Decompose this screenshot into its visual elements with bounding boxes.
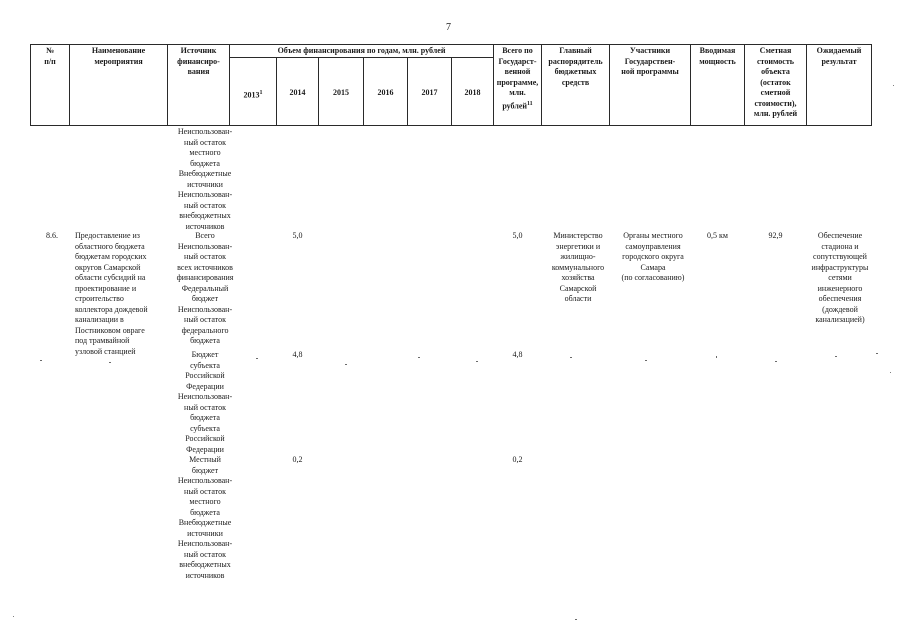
header-name: Наименование мероприятия (91, 46, 146, 66)
header-funding-volume: Объем финансирования по годам, млн. рублей (277, 46, 446, 55)
header-estimated-cost: Сметная стоимость объекта (остаток сметной стоимости), млн. рублей (753, 46, 798, 118)
value-total-region: 4,8 (512, 350, 523, 359)
header-total-note: 11 (527, 100, 533, 107)
header-participants: Участники Государствен- ной программы (621, 46, 679, 76)
header-source: Источник финансиро- вания (177, 46, 220, 76)
value-2014-local: 0,2 (292, 455, 303, 464)
header-year-2013: 2013$^1$ (243, 90, 263, 100)
source-group-total-federal: Всего Неиспользован- ный остаток всех источников финансирования Федеральный бюджет Неиспользован- ный остаток федерального бюджета (176, 231, 234, 345)
header-manager: Главный распорядитель бюджетных средств (548, 46, 603, 87)
page-number: 7 (446, 22, 451, 33)
header-year-2013-note: 1 (259, 90, 263, 96)
header-expected-result: Ожидаемый результат (816, 46, 862, 66)
header-year-2016: 2016 (377, 88, 394, 97)
item-manager: Министерство энергетики и жилищно- коммунального хозяйства Самарской области (551, 231, 605, 303)
source-group-region: Бюджет субъекта Российской Федерации Неиспользован- ный остаток бюджета субъекта Российской Федерации (177, 350, 233, 454)
item-estimated-cost: 92,9 (768, 231, 783, 240)
header-number: № п/п (44, 46, 56, 66)
item-participants: Органы местного самоуправления городского округа Самара (по согласованию) (621, 231, 685, 282)
item-name: Предоставление из областного бюджета бюджетам городских округов Самарской области субсидий на проектирование и строительство коллектора дождевой канализации в Постниковом овраге под трамвайной узловой станцией (75, 231, 148, 356)
value-total-local: 0,2 (512, 455, 523, 464)
header-capacity: Вводимая мощность (699, 46, 736, 66)
header-year-2014: 2014 (289, 88, 306, 97)
value-2014-region: 4,8 (292, 350, 303, 359)
item-capacity: 0,5 км (707, 231, 728, 240)
previous-row-sources: Неиспользован- ный остаток местного бюджета Внебюджетные источники Неиспользован- ный остаток внебюджетных источников (177, 127, 233, 231)
header-total: Всего по Государст- венной программе, млн. рублей$^{11}$ (496, 46, 539, 111)
item-number: 8.6. (46, 231, 58, 240)
header-year-2017: 2017 (421, 88, 438, 97)
item-expected-result: Обеспечение стадиона и сопутствующей инфраструктуры сетями инженерного обеспечения (дождевой канализацией) (811, 231, 869, 324)
value-2014-total: 5,0 (292, 231, 303, 240)
header-year-2018: 2018 (464, 88, 481, 97)
header-year-2015: 2015 (333, 88, 349, 97)
value-program-total: 5,0 (512, 231, 523, 240)
source-group-local-extrabudget: Местный бюджет Неиспользован- ный остаток местного бюджета Внебюджетные источники Неиспользован- ный остаток внебюджетных источников (177, 455, 233, 580)
